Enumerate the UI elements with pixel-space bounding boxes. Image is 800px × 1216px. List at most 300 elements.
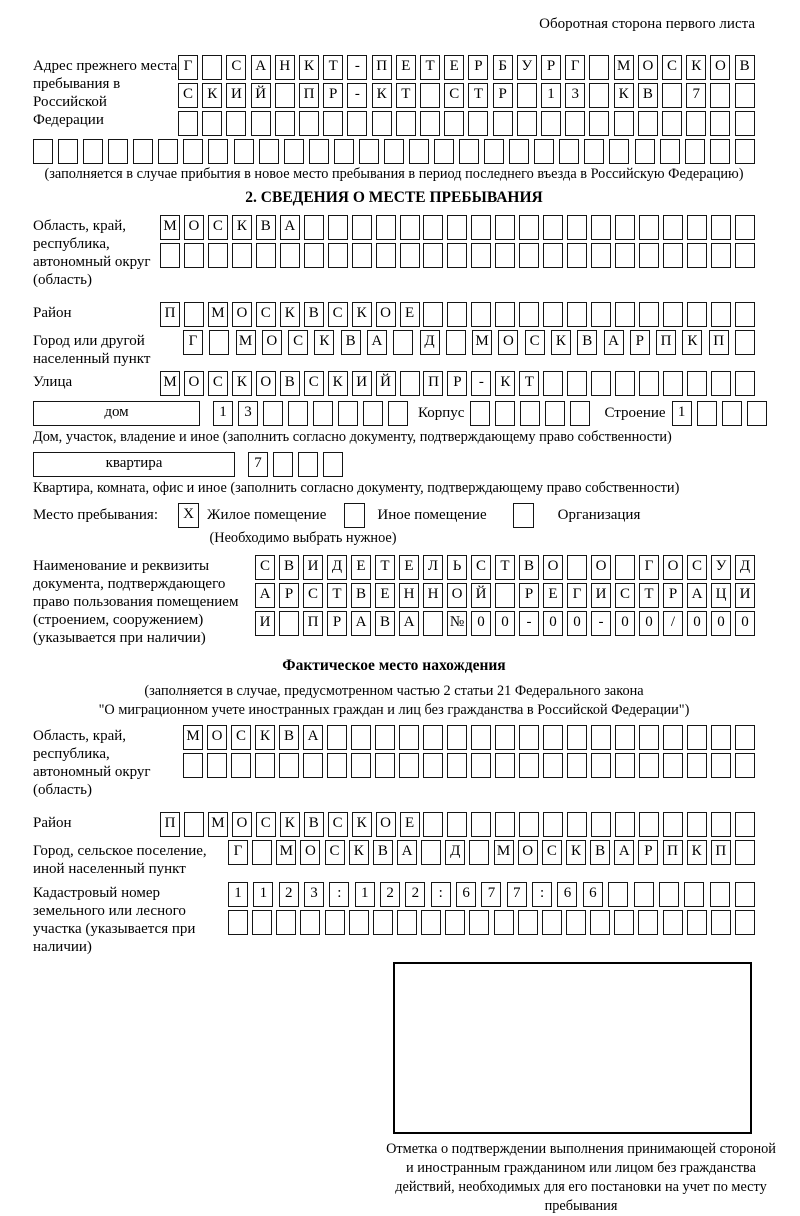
char-box[interactable]: [615, 302, 635, 327]
char-box[interactable]: [420, 111, 440, 136]
char-box[interactable]: [663, 302, 683, 327]
char-box[interactable]: А: [367, 330, 387, 355]
char-box[interactable]: Г: [639, 555, 659, 580]
char-box[interactable]: [543, 812, 563, 837]
char-box[interactable]: Г: [567, 583, 587, 608]
char-box[interactable]: [591, 812, 611, 837]
char-box[interactable]: [639, 812, 659, 837]
char-box[interactable]: [209, 330, 229, 355]
char-box[interactable]: [614, 111, 634, 136]
char-box[interactable]: [470, 401, 490, 426]
char-box[interactable]: [484, 139, 504, 164]
char-box[interactable]: [208, 139, 228, 164]
char-box[interactable]: С: [256, 302, 276, 327]
char-box[interactable]: [639, 215, 659, 240]
char-box[interactable]: С: [444, 83, 464, 108]
char-box[interactable]: [687, 812, 707, 837]
char-box[interactable]: [232, 243, 252, 268]
char-box[interactable]: [711, 243, 731, 268]
char-box[interactable]: У: [711, 555, 731, 580]
char-box[interactable]: [615, 725, 635, 750]
char-box[interactable]: [252, 840, 272, 865]
char-box[interactable]: [517, 83, 537, 108]
char-box[interactable]: [495, 302, 515, 327]
char-box[interactable]: [722, 401, 742, 426]
char-box[interactable]: К: [566, 840, 586, 865]
char-box[interactable]: :: [431, 882, 451, 907]
char-box[interactable]: [639, 725, 659, 750]
char-box[interactable]: В: [280, 371, 300, 396]
char-box[interactable]: [735, 882, 755, 907]
char-box[interactable]: И: [303, 555, 323, 580]
char-box[interactable]: [276, 910, 296, 935]
char-box[interactable]: А: [351, 611, 371, 636]
char-box[interactable]: 1: [213, 401, 233, 426]
char-box[interactable]: О: [376, 302, 396, 327]
char-box[interactable]: Р: [519, 583, 539, 608]
char-box[interactable]: [615, 555, 635, 580]
char-box[interactable]: О: [232, 302, 252, 327]
char-box[interactable]: [160, 243, 180, 268]
char-box[interactable]: К: [255, 725, 275, 750]
char-box[interactable]: [567, 753, 587, 778]
char-box[interactable]: С: [662, 55, 682, 80]
char-box[interactable]: [423, 243, 443, 268]
char-box[interactable]: П: [711, 840, 731, 865]
char-box[interactable]: [663, 753, 683, 778]
char-box[interactable]: [208, 243, 228, 268]
char-box[interactable]: В: [304, 812, 324, 837]
char-box[interactable]: -: [347, 55, 367, 80]
char-box[interactable]: К: [314, 330, 334, 355]
char-box[interactable]: 6: [456, 882, 476, 907]
char-box[interactable]: [33, 139, 53, 164]
char-box[interactable]: [663, 215, 683, 240]
char-box[interactable]: :: [532, 882, 552, 907]
char-box[interactable]: А: [604, 330, 624, 355]
char-box[interactable]: 1: [355, 882, 375, 907]
char-box[interactable]: [614, 910, 634, 935]
char-box[interactable]: В: [279, 555, 299, 580]
char-box[interactable]: Й: [376, 371, 396, 396]
char-box[interactable]: [735, 753, 755, 778]
char-box[interactable]: [304, 243, 324, 268]
char-box[interactable]: Р: [630, 330, 650, 355]
char-box[interactable]: [687, 753, 707, 778]
char-box[interactable]: [338, 401, 358, 426]
char-box[interactable]: Т: [420, 55, 440, 80]
char-box[interactable]: 1: [253, 882, 273, 907]
char-box[interactable]: О: [256, 371, 276, 396]
char-box[interactable]: [434, 139, 454, 164]
char-box[interactable]: [184, 812, 204, 837]
char-box[interactable]: К: [352, 302, 372, 327]
char-box[interactable]: [589, 83, 609, 108]
char-box[interactable]: [184, 302, 204, 327]
char-box[interactable]: С: [325, 840, 345, 865]
char-box[interactable]: С: [178, 83, 198, 108]
char-box[interactable]: [263, 401, 283, 426]
char-box[interactable]: 3: [238, 401, 258, 426]
char-box[interactable]: [711, 910, 731, 935]
char-box[interactable]: 3: [565, 83, 585, 108]
char-box[interactable]: [663, 371, 683, 396]
char-box[interactable]: К: [687, 840, 707, 865]
char-box[interactable]: [399, 725, 419, 750]
char-box[interactable]: [471, 725, 491, 750]
char-box[interactable]: Е: [399, 555, 419, 580]
char-box[interactable]: С: [231, 725, 251, 750]
char-box[interactable]: [423, 302, 443, 327]
char-box[interactable]: Н: [423, 583, 443, 608]
char-box[interactable]: [359, 139, 379, 164]
char-box[interactable]: [184, 243, 204, 268]
char-box[interactable]: П: [663, 840, 683, 865]
char-box[interactable]: [567, 243, 587, 268]
char-box[interactable]: С: [226, 55, 246, 80]
char-box[interactable]: Е: [400, 302, 420, 327]
char-box[interactable]: 0: [543, 611, 563, 636]
char-box[interactable]: [559, 139, 579, 164]
char-box[interactable]: [635, 139, 655, 164]
char-box[interactable]: [735, 302, 755, 327]
char-box[interactable]: [299, 111, 319, 136]
char-box[interactable]: К: [202, 83, 222, 108]
char-box[interactable]: [615, 243, 635, 268]
char-box[interactable]: [423, 725, 443, 750]
char-box[interactable]: К: [686, 55, 706, 80]
char-box[interactable]: [520, 401, 540, 426]
char-box[interactable]: [259, 139, 279, 164]
char-box[interactable]: О: [591, 555, 611, 580]
char-box[interactable]: Р: [447, 371, 467, 396]
char-box[interactable]: [393, 330, 413, 355]
char-box[interactable]: [207, 753, 227, 778]
char-box[interactable]: В: [519, 555, 539, 580]
char-box[interactable]: В: [375, 611, 395, 636]
char-box[interactable]: С: [525, 330, 545, 355]
char-box[interactable]: [660, 139, 680, 164]
char-box[interactable]: [323, 111, 343, 136]
char-box[interactable]: 0: [711, 611, 731, 636]
char-box[interactable]: К: [495, 371, 515, 396]
char-box[interactable]: 2: [405, 882, 425, 907]
char-box[interactable]: Г: [228, 840, 248, 865]
char-box[interactable]: [609, 139, 629, 164]
char-box[interactable]: А: [280, 215, 300, 240]
char-box[interactable]: О: [710, 55, 730, 80]
char-box[interactable]: [133, 139, 153, 164]
char-box[interactable]: И: [591, 583, 611, 608]
char-box[interactable]: [639, 302, 659, 327]
char-box[interactable]: Г: [565, 55, 585, 80]
char-box[interactable]: Р: [493, 83, 513, 108]
char-box[interactable]: О: [262, 330, 282, 355]
char-box[interactable]: [662, 111, 682, 136]
char-box[interactable]: [313, 401, 333, 426]
char-box[interactable]: К: [232, 371, 252, 396]
char-box[interactable]: [686, 111, 706, 136]
char-box[interactable]: 0: [495, 611, 515, 636]
char-box[interactable]: [298, 452, 318, 477]
char-box[interactable]: [444, 111, 464, 136]
char-box[interactable]: [687, 215, 707, 240]
char-box[interactable]: Д: [735, 555, 755, 580]
char-box[interactable]: [543, 215, 563, 240]
char-box[interactable]: [687, 910, 707, 935]
char-box[interactable]: [735, 215, 755, 240]
char-box[interactable]: [347, 111, 367, 136]
char-box[interactable]: [468, 111, 488, 136]
char-box[interactable]: /: [663, 611, 683, 636]
char-box[interactable]: [178, 111, 198, 136]
char-box[interactable]: [687, 302, 707, 327]
char-box[interactable]: 1: [672, 401, 692, 426]
char-box[interactable]: [384, 139, 404, 164]
char-box[interactable]: Т: [495, 555, 515, 580]
char-box[interactable]: П: [656, 330, 676, 355]
char-box[interactable]: П: [299, 83, 319, 108]
char-box[interactable]: [280, 243, 300, 268]
char-box[interactable]: Е: [400, 812, 420, 837]
char-box[interactable]: Р: [279, 583, 299, 608]
char-box[interactable]: [615, 215, 635, 240]
char-box[interactable]: [495, 753, 515, 778]
char-box[interactable]: 0: [687, 611, 707, 636]
char-box[interactable]: -: [471, 371, 491, 396]
char-box[interactable]: [327, 753, 347, 778]
char-box[interactable]: А: [614, 840, 634, 865]
char-box[interactable]: [303, 753, 323, 778]
char-box[interactable]: [518, 910, 538, 935]
char-box[interactable]: С: [288, 330, 308, 355]
char-box[interactable]: -: [347, 83, 367, 108]
char-box[interactable]: [288, 401, 308, 426]
char-box[interactable]: Л: [423, 555, 443, 580]
char-box[interactable]: :: [329, 882, 349, 907]
char-box[interactable]: Е: [396, 55, 416, 80]
char-box[interactable]: -: [519, 611, 539, 636]
char-box[interactable]: В: [256, 215, 276, 240]
char-box[interactable]: [735, 910, 755, 935]
char-box[interactable]: [351, 725, 371, 750]
char-box[interactable]: [275, 111, 295, 136]
char-box[interactable]: Р: [323, 83, 343, 108]
char-box[interactable]: [638, 910, 658, 935]
char-box[interactable]: 7: [481, 882, 501, 907]
char-box[interactable]: В: [351, 583, 371, 608]
char-box[interactable]: О: [300, 840, 320, 865]
char-box[interactable]: [327, 725, 347, 750]
char-box[interactable]: Т: [323, 55, 343, 80]
char-box[interactable]: О: [543, 555, 563, 580]
char-box[interactable]: М: [236, 330, 256, 355]
char-box[interactable]: [747, 401, 767, 426]
char-box[interactable]: 6: [557, 882, 577, 907]
char-box[interactable]: П: [709, 330, 729, 355]
char-box[interactable]: М: [160, 215, 180, 240]
char-box[interactable]: 7: [507, 882, 527, 907]
char-box[interactable]: 0: [615, 611, 635, 636]
char-box[interactable]: [255, 753, 275, 778]
char-box[interactable]: [397, 910, 417, 935]
char-box[interactable]: И: [352, 371, 372, 396]
char-box[interactable]: К: [614, 83, 634, 108]
char-box[interactable]: [735, 139, 755, 164]
char-box[interactable]: [545, 401, 565, 426]
char-box[interactable]: [735, 725, 755, 750]
char-box[interactable]: [373, 910, 393, 935]
char-box[interactable]: [567, 725, 587, 750]
char-box[interactable]: [519, 725, 539, 750]
char-box[interactable]: [697, 401, 717, 426]
char-box[interactable]: [400, 215, 420, 240]
char-box[interactable]: Т: [396, 83, 416, 108]
char-box[interactable]: О: [638, 55, 658, 80]
char-box[interactable]: О: [518, 840, 538, 865]
char-box[interactable]: В: [638, 83, 658, 108]
char-box[interactable]: [519, 812, 539, 837]
char-box[interactable]: [421, 840, 441, 865]
char-box[interactable]: 0: [471, 611, 491, 636]
char-box[interactable]: [584, 139, 604, 164]
char-box[interactable]: А: [255, 583, 275, 608]
char-box[interactable]: Ц: [711, 583, 731, 608]
char-box[interactable]: [735, 111, 755, 136]
char-box[interactable]: Й: [471, 583, 491, 608]
char-box[interactable]: [591, 243, 611, 268]
char-box[interactable]: С: [256, 812, 276, 837]
char-box[interactable]: И: [255, 611, 275, 636]
char-box[interactable]: [663, 725, 683, 750]
char-box[interactable]: К: [352, 812, 372, 837]
char-box[interactable]: [543, 243, 563, 268]
char-box[interactable]: Т: [519, 371, 539, 396]
char-box[interactable]: В: [373, 840, 393, 865]
char-box[interactable]: [591, 753, 611, 778]
char-box[interactable]: [447, 812, 467, 837]
char-box[interactable]: Д: [420, 330, 440, 355]
char-box[interactable]: [423, 753, 443, 778]
char-box[interactable]: [711, 215, 731, 240]
char-box[interactable]: [567, 215, 587, 240]
char-box[interactable]: [459, 139, 479, 164]
char-box[interactable]: [519, 243, 539, 268]
char-box[interactable]: [304, 215, 324, 240]
char-box[interactable]: [687, 371, 707, 396]
char-box[interactable]: [711, 371, 731, 396]
char-box[interactable]: М: [183, 725, 203, 750]
char-box[interactable]: Т: [468, 83, 488, 108]
char-box[interactable]: [409, 139, 429, 164]
char-box[interactable]: О: [232, 812, 252, 837]
char-box[interactable]: М: [614, 55, 634, 80]
char-box[interactable]: [446, 330, 466, 355]
char-box[interactable]: Б: [493, 55, 513, 80]
char-box[interactable]: [183, 139, 203, 164]
char-box[interactable]: -: [591, 611, 611, 636]
char-box[interactable]: [663, 812, 683, 837]
char-box[interactable]: [493, 111, 513, 136]
char-box[interactable]: О: [376, 812, 396, 837]
char-box[interactable]: [710, 83, 730, 108]
char-box[interactable]: [543, 753, 563, 778]
char-box[interactable]: О: [207, 725, 227, 750]
char-box[interactable]: [542, 910, 562, 935]
char-box[interactable]: [685, 139, 705, 164]
char-box[interactable]: С: [208, 371, 228, 396]
char-box[interactable]: К: [232, 215, 252, 240]
char-box[interactable]: [256, 243, 276, 268]
char-box[interactable]: [471, 753, 491, 778]
char-box[interactable]: [567, 555, 587, 580]
char-box[interactable]: С: [471, 555, 491, 580]
char-box[interactable]: В: [279, 725, 299, 750]
char-box[interactable]: [83, 139, 103, 164]
char-box[interactable]: [735, 840, 755, 865]
char-box[interactable]: [420, 83, 440, 108]
char-box[interactable]: Е: [351, 555, 371, 580]
char-box[interactable]: Е: [543, 583, 563, 608]
char-box[interactable]: [447, 215, 467, 240]
char-box[interactable]: К: [349, 840, 369, 865]
char-box[interactable]: 7: [248, 452, 268, 477]
char-box[interactable]: [447, 243, 467, 268]
char-box[interactable]: А: [303, 725, 323, 750]
char-box[interactable]: [684, 882, 704, 907]
char-box[interactable]: К: [551, 330, 571, 355]
stay-type-checkbox-organization[interactable]: [513, 503, 534, 528]
char-box[interactable]: И: [226, 83, 246, 108]
char-box[interactable]: Г: [178, 55, 198, 80]
char-box[interactable]: [351, 753, 371, 778]
char-box[interactable]: 7: [686, 83, 706, 108]
char-box[interactable]: [352, 215, 372, 240]
char-box[interactable]: [471, 243, 491, 268]
char-box[interactable]: [273, 452, 293, 477]
char-box[interactable]: [328, 243, 348, 268]
char-box[interactable]: [639, 243, 659, 268]
char-box[interactable]: В: [735, 55, 755, 80]
char-box[interactable]: [663, 243, 683, 268]
char-box[interactable]: С: [615, 583, 635, 608]
char-box[interactable]: [589, 111, 609, 136]
char-box[interactable]: №: [447, 611, 467, 636]
char-box[interactable]: [634, 882, 654, 907]
char-box[interactable]: М: [494, 840, 514, 865]
char-box[interactable]: [202, 111, 222, 136]
char-box[interactable]: Д: [445, 840, 465, 865]
char-box[interactable]: [388, 401, 408, 426]
char-box[interactable]: [375, 725, 395, 750]
char-box[interactable]: [423, 215, 443, 240]
char-box[interactable]: В: [577, 330, 597, 355]
char-box[interactable]: [591, 725, 611, 750]
char-box[interactable]: [570, 401, 590, 426]
char-box[interactable]: Т: [639, 583, 659, 608]
char-box[interactable]: Й: [251, 83, 271, 108]
char-box[interactable]: [662, 83, 682, 108]
char-box[interactable]: [735, 371, 755, 396]
char-box[interactable]: А: [397, 840, 417, 865]
char-box[interactable]: [234, 139, 254, 164]
char-box[interactable]: [495, 583, 515, 608]
char-box[interactable]: 3: [304, 882, 324, 907]
char-box[interactable]: [108, 139, 128, 164]
stay-type-checkbox-residential[interactable]: X: [178, 503, 199, 528]
char-box[interactable]: [445, 910, 465, 935]
char-box[interactable]: [495, 812, 515, 837]
